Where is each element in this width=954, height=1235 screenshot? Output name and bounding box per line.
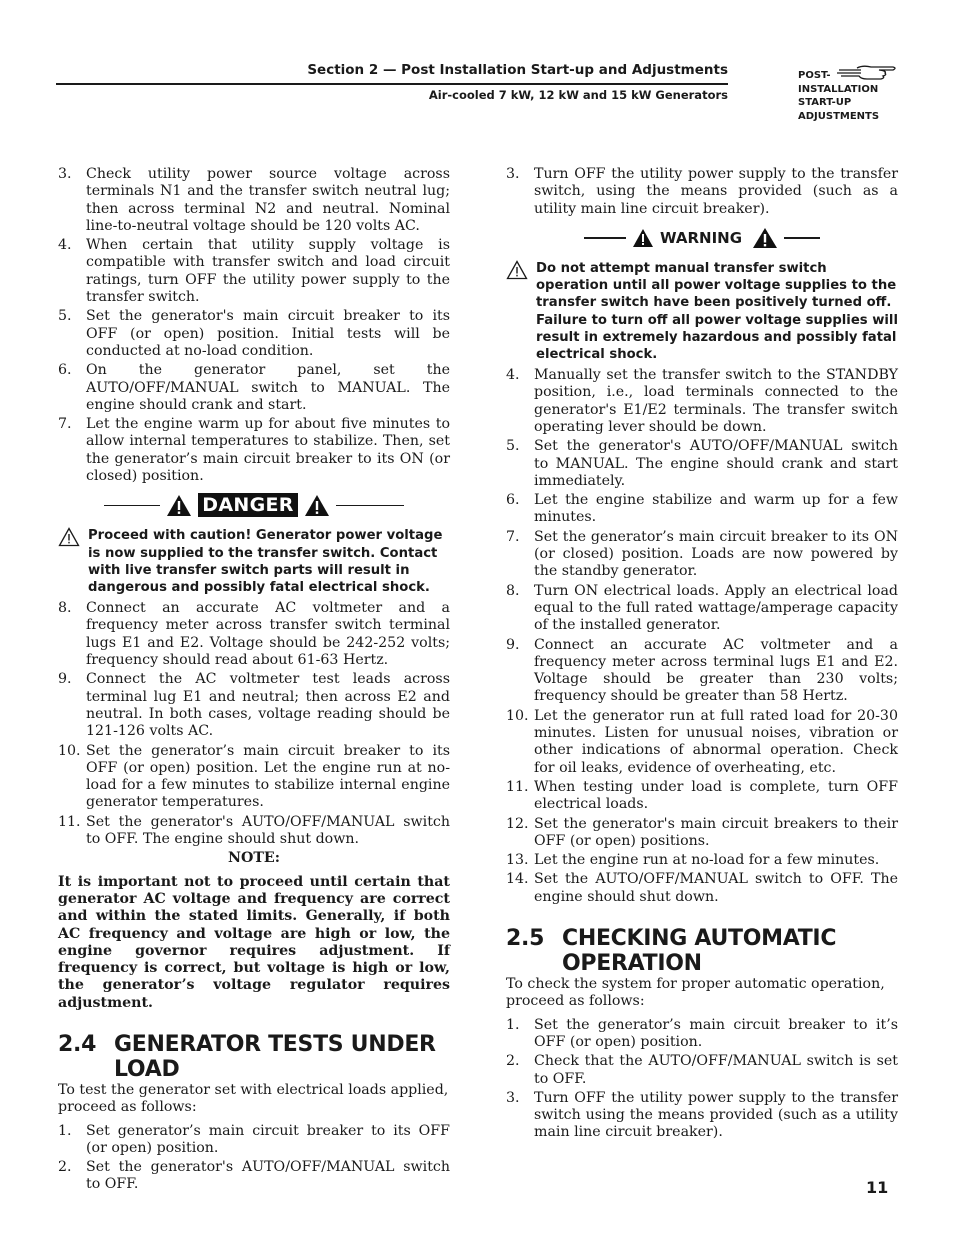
list-item-number: 3. — [58, 166, 72, 182]
list-item-text: Set the generator's AUTO/OFF/MANUAL switch to OFF. — [86, 1159, 450, 1193]
list-item-number: 8. — [506, 582, 520, 599]
list-item-text: Check that the AUTO/OFF/MANUAL switch is set to OFF. — [534, 1053, 898, 1087]
section-intro: To test the generator set with electrical loads applied, proceed as follows: — [58, 1081, 449, 1116]
tab-line: ADJUSTMENTS — [798, 110, 880, 122]
list-item-number: 5. — [506, 438, 520, 455]
list-item-text: Set the generator’s main circuit breaker to its ON (or closed) position. Loads are now powered by the standby generator. — [534, 528, 898, 580]
note-text: It is important not to proceed until certain that generator AC voltage and frequency are correct and within the stated limits. Generally, if both AC frequency and voltage are high or low, the engine governor requires adjustment. If frequency is correct, but voltage is high or low, the generator’s voltage regulator requires adjustment. — [58, 873, 450, 1011]
header-section-title: Section 2 — Post Installation Start-up and Adjustments — [307, 62, 728, 78]
steps-list — [506, 1017, 898, 1142]
list-item-number: 1. — [506, 1016, 520, 1033]
warning-triangle-icon — [166, 494, 192, 517]
section-title: GENERATOR TESTS UNDER LOAD — [114, 1031, 436, 1082]
list-item-text: Set the generator's main circuit breaker to its OFF (or open) position. Initial tests will be conducted at no-load condition. — [86, 308, 450, 359]
list-item-text: Set generator’s main circuit breaker to its OFF (or open) position. — [86, 1122, 450, 1156]
list-item-text: Connect an accurate AC voltmeter and a frequency meter across transfer switch terminal lugs E1 and E2. Voltage should be 242-252 volts; frequency should read about 61-63 Hertz. — [86, 600, 450, 669]
list-item — [506, 1053, 898, 1088]
warning-triangle-icon — [632, 228, 654, 248]
list-item-text: On the generator panel, set the AUTO/OFF/MANUAL switch to MANUAL. The engine should crank and start. — [86, 362, 450, 413]
danger-label: DANGER — [198, 493, 297, 517]
list-item — [506, 779, 898, 814]
list-item-number: 10. — [506, 707, 529, 724]
warning-label: WARNING — [659, 228, 743, 247]
list-item — [506, 529, 898, 581]
steps-list — [58, 166, 450, 485]
section-heading — [58, 1032, 450, 1082]
list-item-number: 10. — [58, 742, 81, 759]
list-item-text: Turn ON electrical loads. Apply an electrical load equal to the full rated wattage/amperage capacity of the installed generator. — [534, 582, 898, 634]
list-item-number: 4. — [506, 367, 520, 384]
list-item — [58, 362, 450, 414]
list-item-text: When testing under load is complete, turn OFF electrical loads. — [534, 778, 898, 813]
list-item — [58, 1123, 450, 1158]
tab-line: START-UP — [798, 97, 852, 108]
list-item-text: Check utility power source voltage across terminals N1 and the transfer switch neutral lug; then across terminal N2 and neutral. Nominal line-to-neutral voltage should be 120 volts AC. — [86, 166, 450, 234]
section-heading — [506, 926, 898, 976]
steps-list — [506, 166, 898, 218]
warning-triangle-icon — [58, 527, 80, 547]
list-item — [506, 708, 898, 777]
list-item-number: 3. — [506, 166, 520, 182]
note-heading: NOTE: — [228, 850, 280, 867]
section-title-line: OPERATION — [562, 951, 702, 977]
section-title-line: CHECKING AUTOMATIC — [562, 926, 837, 952]
list-item-text: Set the generator's main circuit breakers to their OFF (or open) positions. — [534, 815, 898, 849]
list-item-text: Set the generator's AUTO/OFF/MANUAL switch to OFF. The engine should shut down. — [86, 813, 450, 848]
list-item-text: Set the AUTO/OFF/MANUAL switch to OFF. The engine should shut down. — [534, 871, 898, 905]
list-item-number: 5. — [58, 308, 72, 325]
warning-triangle-icon — [752, 227, 778, 249]
list-item-number: 2. — [506, 1053, 520, 1070]
list-item-text: Turn OFF the utility power supply to the transfer switch, using the means provided (such as a utility main line circuit breaker). — [534, 166, 898, 217]
list-item-text: When certain that utility supply voltage is compatible with transfer switch and load circuit ratings, turn OFF the utility power supply to the transfer switch. — [86, 237, 450, 306]
list-item — [506, 492, 898, 527]
list-item — [506, 637, 898, 706]
list-item-number: 7. — [58, 416, 72, 433]
list-item — [506, 367, 898, 436]
list-item-number: 7. — [506, 528, 520, 545]
list-item-number: 13. — [506, 852, 529, 869]
left-column — [58, 166, 450, 1196]
warning-triangle-icon — [506, 260, 528, 280]
list-item-text: Connect the AC voltmeter test leads across terminal lug E1 and neutral; then across E2 and neutral. In both cases, voltage reading should be 121-126 volts AC. — [86, 671, 450, 740]
list-item — [58, 166, 450, 235]
list-item-text: Set the generator's AUTO/OFF/MANUAL switch to MANUAL. The engine should crank and start immediately. — [534, 438, 898, 489]
divider — [584, 237, 626, 239]
steps-list — [506, 367, 898, 906]
list-item-text: Let the engine run at no-load for a few minutes. — [534, 852, 880, 869]
divider — [104, 505, 160, 507]
list-item-number: 4. — [58, 237, 72, 254]
section-number: 2.5 — [506, 926, 545, 952]
list-item-number: 1. — [58, 1122, 72, 1139]
list-item — [58, 416, 450, 485]
list-item-text: Let the generator run at full rated load for 20-30 minutes. Listen for unusual noises, vibration or other indications of abnormal operation. Check for oil leaks, evidence of overheating, etc. — [534, 707, 898, 776]
list-item — [58, 743, 450, 812]
list-item — [58, 671, 450, 740]
divider — [784, 237, 820, 239]
list-item-number: 3. — [506, 1089, 520, 1106]
list-item — [58, 308, 450, 360]
list-item — [506, 438, 898, 490]
warning-triangle-icon — [304, 494, 330, 517]
list-item — [58, 237, 450, 306]
danger-text: Proceed with caution! Generator power voltage is now supplied to the transfer switch. Contact with live transfer switch parts will result in dangerous and possibly fatal electrical shock. — [88, 528, 443, 595]
tab-line: INSTALLATION — [798, 83, 879, 95]
list-item-text: Set the generator’s main circuit breaker to its OFF (or open) position. Let the engine run at no-load for a few minutes to stabilize internal engine generator temperatures. — [86, 742, 450, 811]
divider — [336, 505, 404, 507]
list-item — [58, 600, 450, 669]
section-title — [562, 926, 836, 976]
section-intro: To check the system for proper automatic operation, proceed as follows: — [506, 976, 885, 1010]
danger-heading — [58, 491, 450, 519]
list-item-number: 11. — [506, 778, 529, 795]
list-item — [506, 852, 898, 869]
list-item-number: 11. — [58, 813, 81, 830]
list-item — [506, 816, 898, 851]
danger-message — [58, 527, 450, 596]
list-item-text: Turn OFF the utility power supply to the transfer switch using the means provided (such as a utility main line circuit breaker). — [534, 1089, 898, 1141]
tab-line: POST- — [798, 70, 831, 81]
section-number: 2.4 — [58, 1031, 97, 1057]
list-item — [58, 814, 450, 849]
header-subtitle: Air-cooled 7 kW, 12 kW and 15 kW Generators — [428, 88, 728, 102]
list-item — [506, 166, 898, 218]
list-item — [506, 583, 898, 635]
list-item-number: 12. — [506, 815, 529, 832]
steps-list — [58, 1123, 450, 1194]
list-item-text: Let the engine stabilize and warm up for a few minutes. — [534, 492, 898, 526]
warning-message — [506, 260, 898, 363]
list-item — [506, 1090, 898, 1142]
list-item-number: 2. — [58, 1159, 72, 1176]
list-item-number: 9. — [506, 636, 520, 653]
list-item-text: Let the engine warm up for about five minutes to allow internal temperatures to stabilize. Then, set the generator’s main circuit breaker to its ON (or closed) position. — [86, 416, 450, 485]
list-item-text: Manually set the transfer switch to the STANDBY position, i.e., load terminals connected to the generator's E1/E2 terminals. The transfer switch operating lever should be down. — [534, 367, 898, 435]
header-rule — [56, 83, 728, 85]
list-item-number: 14. — [506, 871, 529, 888]
list-item-text: Connect an accurate AC voltmeter and a frequency meter across terminal lugs E1 and E2. Voltage should be greater than 230 volts; frequency should be greater than 58 Hertz. — [534, 636, 898, 705]
page-number: 11 — [866, 1178, 889, 1197]
list-item-text: Set the generator’s main circuit breaker to it’s OFF (or open) position. — [534, 1016, 898, 1050]
list-item-number: 9. — [58, 671, 72, 688]
list-item-number: 6. — [58, 362, 72, 379]
section-tab-label — [798, 69, 879, 123]
right-column — [506, 166, 898, 1144]
list-item-number: 6. — [506, 492, 520, 509]
list-item-number: 8. — [58, 600, 72, 617]
warning-text: Do not attempt manual transfer switch operation until all power voltage supplies to the transfer switch have been positively turned off. Failure to turn off all power voltage supplies will result in extremely hazardous and possibly fatal electrical shock. — [536, 260, 898, 362]
list-item — [58, 1159, 450, 1194]
list-item — [506, 871, 898, 906]
warning-heading — [506, 224, 898, 252]
steps-list — [58, 600, 450, 848]
list-item — [506, 1017, 898, 1052]
